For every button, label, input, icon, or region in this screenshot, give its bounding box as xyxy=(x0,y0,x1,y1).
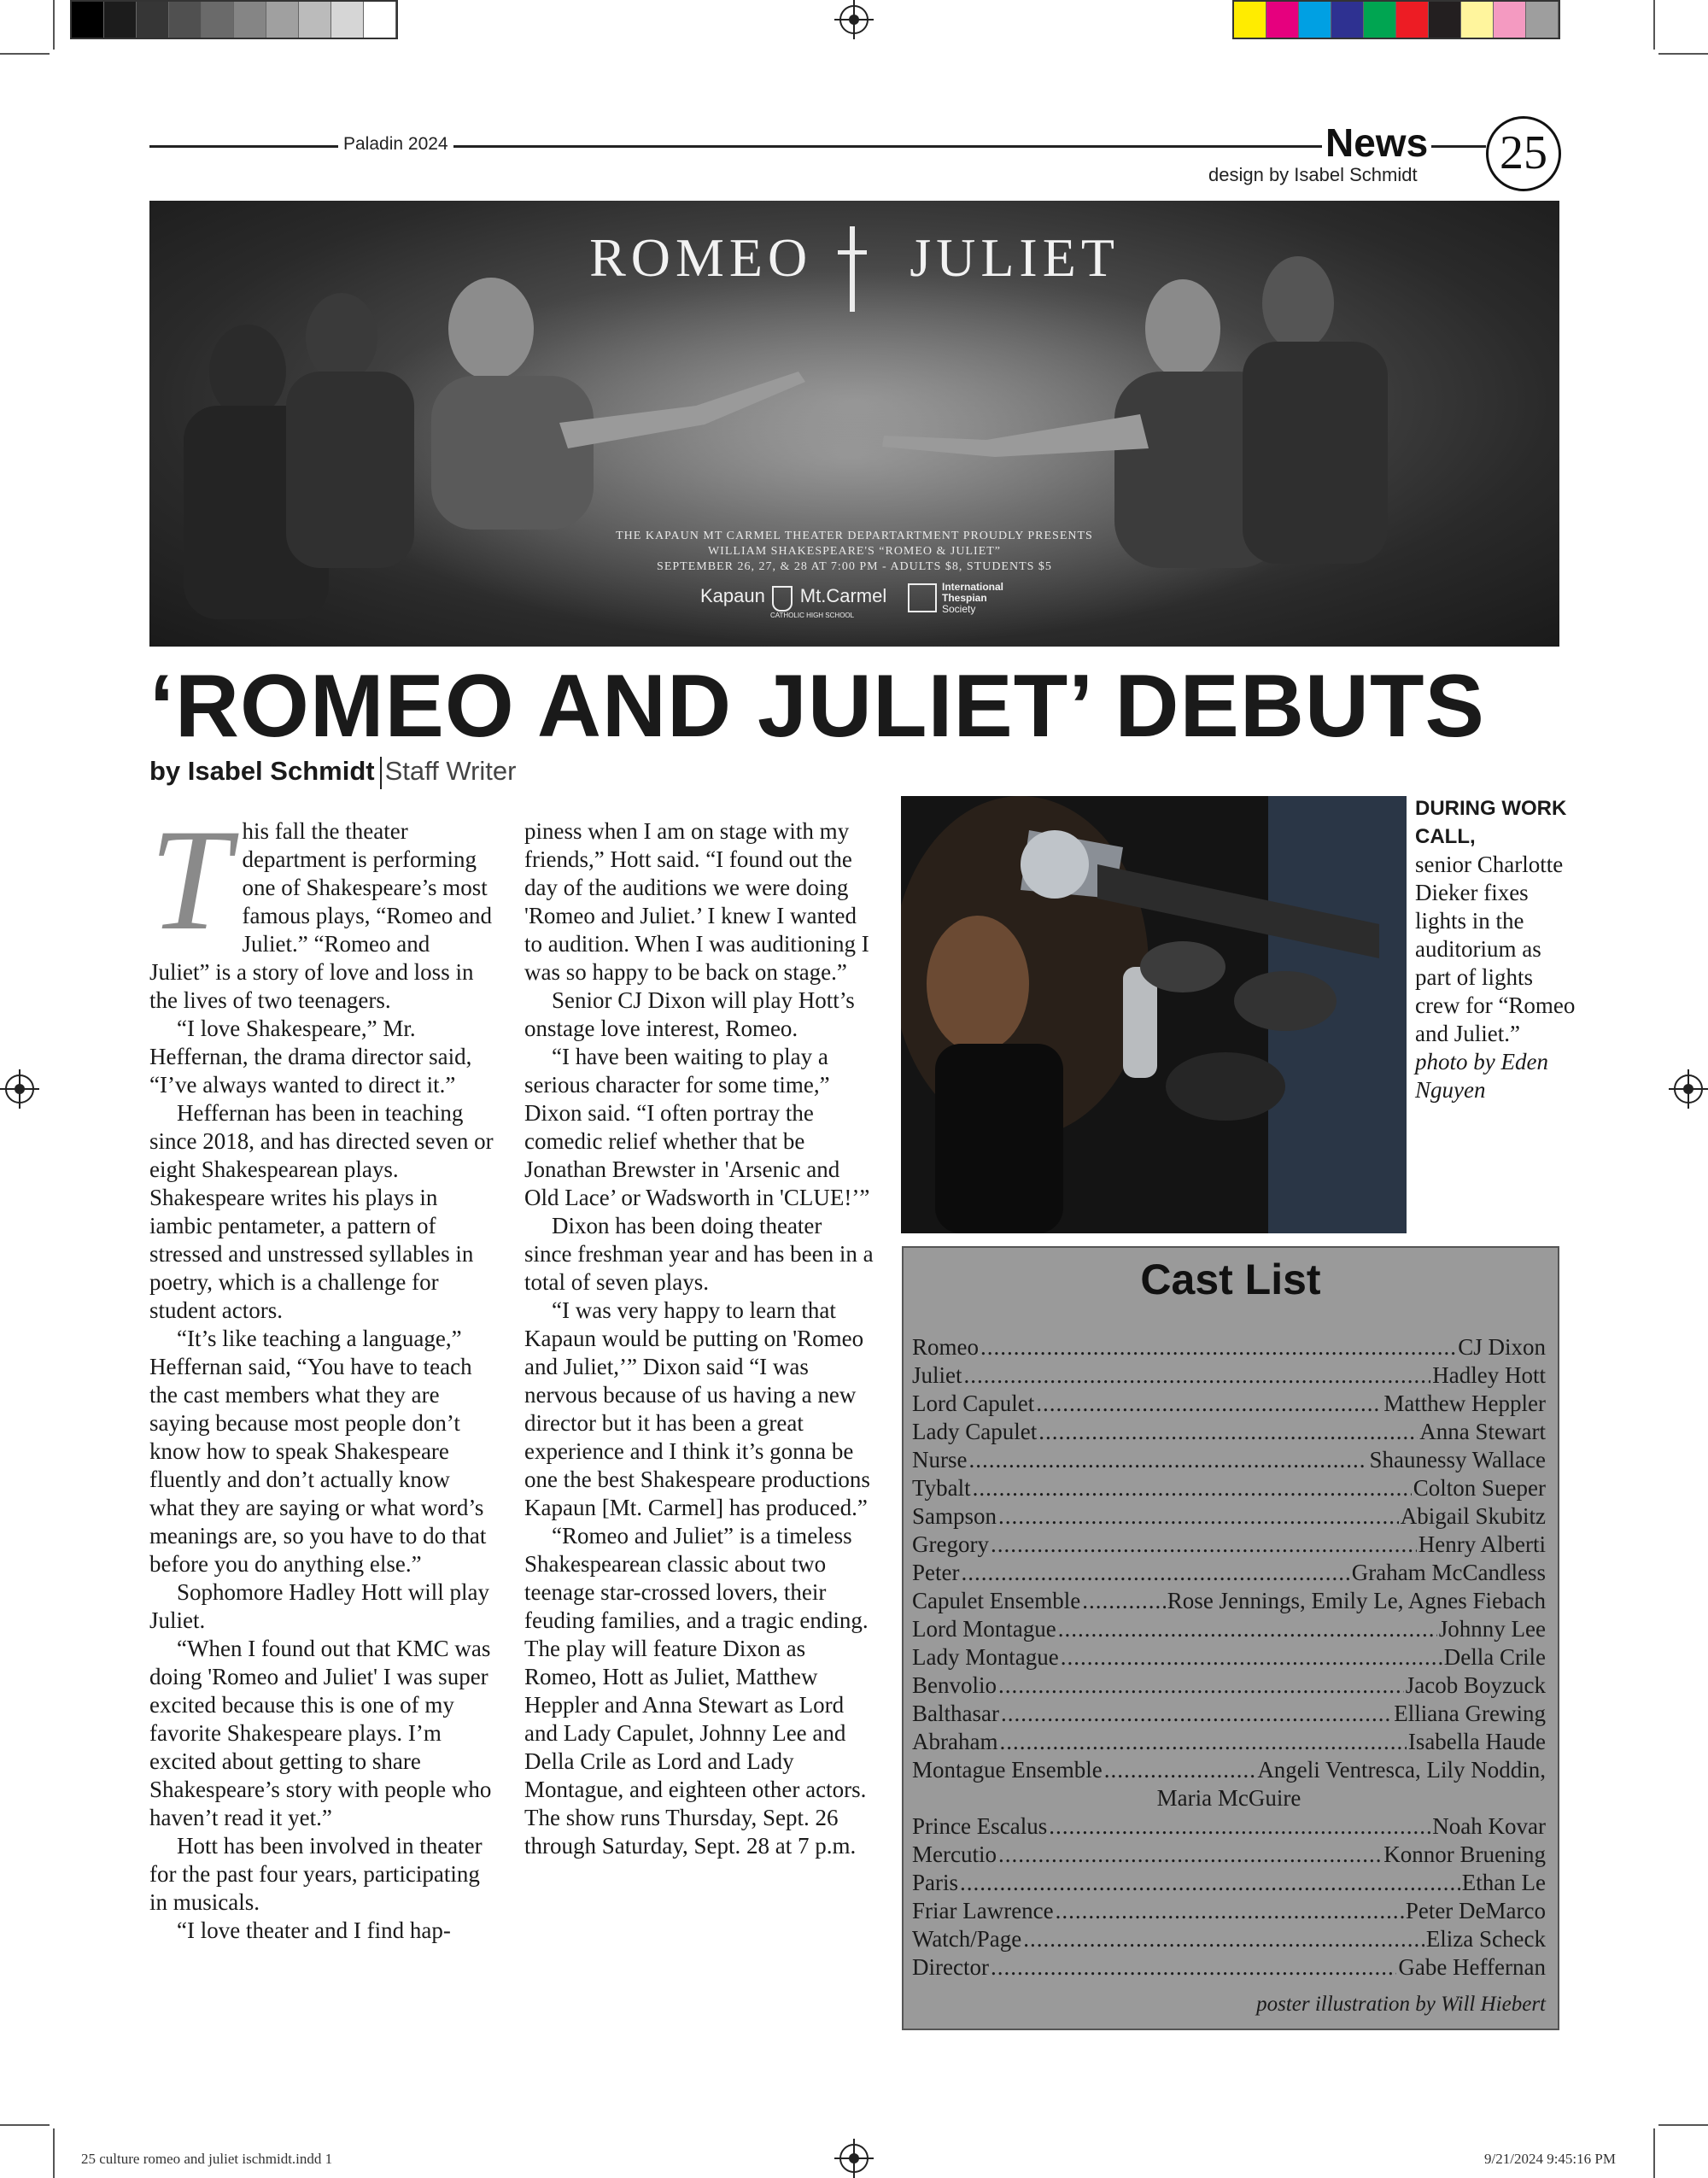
paragraph: Hott has been involved in theater for the past four years, participating in musicals. xyxy=(149,1833,483,1915)
registration-mark-bottom xyxy=(839,2144,869,2173)
cast-row xyxy=(912,1502,1546,1531)
paragraph: “I have been waiting to play a serious character for some time,” Dixon said. “I often portray the comedic relief whether that be Jonathan Brewster in 'Arsenic and Old Lace’ or Wadsworth in 'CLUE!’” xyxy=(524,1044,870,1210)
cast-role: Lord Capulet xyxy=(912,1391,1035,1416)
poster-dates-line: SEPTEMBER 26, 27, & 28 AT 7:00 PM - ADULTS $8, STUDENTS $5 xyxy=(657,560,1052,573)
cast-role: Tybalt xyxy=(912,1475,971,1501)
crop-mark xyxy=(1653,0,1655,50)
cast-role: Lady Montague xyxy=(912,1644,1059,1670)
cast-row xyxy=(912,1333,1546,1361)
cast-role: Lady Capulet xyxy=(912,1419,1038,1444)
cast-actor: Peter DeMarco xyxy=(1405,1898,1546,1923)
registration-mark-right xyxy=(1674,1074,1703,1104)
shield-icon xyxy=(772,586,793,612)
registration-mark-top xyxy=(839,5,869,34)
drop-cap: T xyxy=(149,799,231,960)
gray-swatch xyxy=(364,2,396,38)
gray-swatch xyxy=(104,2,137,38)
paragraph: “When I found out that KMC was doing 'Romeo and Juliet' I was super excited because this is one of my favorite Shakespeare plays. I’m excited about getting to share Shakespeare’s story with people who haven’t read it yet.” xyxy=(149,1636,492,1830)
dot-leader xyxy=(1023,1925,1424,1953)
author-role: Staff Writer xyxy=(384,756,517,786)
dot-leader xyxy=(1049,1812,1430,1841)
photo-illustration xyxy=(901,796,1407,1233)
cast-row xyxy=(912,1672,1546,1700)
cast-row xyxy=(912,1812,1546,1841)
cast-actor: Eliza Scheck xyxy=(1425,1926,1546,1952)
poster-title xyxy=(149,226,1559,290)
paragraph: “Romeo and Juliet” is a timeless Shakespearean classic about two teenage star-crossed lovers, their feuding families, and a tragic ending. The play will feature Dixon as Romeo, Hott as Juliet, Matthew Heppler and Anna Stewart as Lord and Lady Capulet, Johnny Lee and Della Crile as Lord and Lady Montague, and eighteen other actors. The show runs Thursday, Sept. 26 through Saturday, Sept. 28 at 7 p.m. xyxy=(524,1523,869,1859)
page-number: 25 xyxy=(1486,116,1561,191)
cast-role: Sampson xyxy=(912,1503,997,1529)
dot-leader xyxy=(960,1869,1460,1897)
color-swatch xyxy=(1266,2,1299,38)
file-slug: 25 culture romeo and juliet ischmidt.indd 1 xyxy=(81,2151,333,2167)
cast-role: Romeo xyxy=(912,1334,979,1360)
color-swatch xyxy=(1526,2,1559,38)
cast-row xyxy=(912,1531,1546,1559)
color-calibration-bar xyxy=(1232,0,1560,39)
cast-actor: Matthew Heppler xyxy=(1383,1391,1546,1416)
cast-actor: Johnny Lee xyxy=(1438,1616,1546,1642)
gray-swatch xyxy=(266,2,299,38)
thespian-masks-icon xyxy=(908,583,937,612)
cast-role: Paris xyxy=(912,1870,958,1895)
dot-leader xyxy=(1061,1643,1442,1672)
cast-row xyxy=(912,1728,1546,1756)
cast-actor: Ethan Le xyxy=(1461,1870,1546,1895)
thespian-logo-line1: International xyxy=(942,581,1004,593)
paragraph: Senior CJ Dixon will play Hott’s onstage love interest, Romeo. xyxy=(524,987,855,1041)
cast-row xyxy=(912,1953,1546,1982)
cast-row xyxy=(912,1615,1546,1643)
cast-actor: CJ Dixon xyxy=(1458,1334,1546,1360)
header-rule-right xyxy=(1443,145,1486,148)
gray-swatch xyxy=(169,2,202,38)
cast-actor: Rose Jennings, Emily Le, Agnes Fiebach xyxy=(1167,1588,1546,1613)
dot-leader xyxy=(964,1361,1431,1390)
caption-text: senior Charlotte Dieker fixes lights in the auditorium as part of lights crew for “Romeo and Juliet.” xyxy=(1415,852,1576,1046)
caption-lead: DURING WORK CALL, xyxy=(1415,797,1567,848)
cast-actor: Elliana Grewing xyxy=(1394,1701,1546,1726)
cast-role: Director xyxy=(912,1954,989,1980)
color-swatch xyxy=(1396,2,1429,38)
color-swatch xyxy=(1429,2,1461,38)
cast-actor: Jacob Boyzuck xyxy=(1405,1672,1546,1698)
gray-swatch xyxy=(234,2,266,38)
dot-leader xyxy=(1104,1756,1256,1784)
cast-actor: Anna Stewart xyxy=(1419,1419,1546,1444)
byline xyxy=(149,756,516,789)
gray-swatch xyxy=(72,2,104,38)
crop-mark xyxy=(1653,2128,1655,2178)
poster-presents-line: THE KAPAUN MT CARMEL THEATER DEPARTARTMENT PROUDLY PRESENTS xyxy=(616,530,1093,542)
cast-actor: Isabella Haude xyxy=(1407,1729,1546,1754)
cast-row xyxy=(912,1643,1546,1672)
section-label: News xyxy=(1322,120,1431,166)
dot-leader xyxy=(998,1502,1399,1531)
poster-image xyxy=(149,201,1559,647)
cast-actor: Colton Sueper xyxy=(1413,1475,1546,1501)
cast-row xyxy=(912,1587,1546,1615)
print-timestamp: 9/21/2024 9:45:16 PM xyxy=(1484,2151,1616,2167)
cast-actor: Noah Kovar xyxy=(1432,1813,1546,1839)
cast-row xyxy=(912,1925,1546,1953)
cast-actor: Gabe Heffernan xyxy=(1398,1954,1546,1980)
cast-role: Lord Montague xyxy=(912,1616,1056,1642)
cast-role: Mercutio xyxy=(912,1841,997,1867)
color-swatch xyxy=(1299,2,1331,38)
kapaun-logo-text: Kapaun xyxy=(700,585,765,606)
color-swatch xyxy=(1364,2,1396,38)
kapaun-logo xyxy=(700,585,886,619)
cast-row xyxy=(912,1897,1546,1925)
cast-role: Montague Ensemble xyxy=(912,1757,1103,1783)
cast-row xyxy=(912,1390,1546,1418)
cast-role: Juliet xyxy=(912,1362,962,1388)
lights-crew-photo xyxy=(901,796,1407,1233)
dot-leader xyxy=(998,1841,1382,1869)
thespian-logo xyxy=(942,582,1003,615)
cast-row xyxy=(912,1869,1546,1897)
kapaun-logo-subtitle: CATHOLIC HIGH SCHOOL xyxy=(770,611,855,619)
crop-mark xyxy=(1658,2124,1708,2126)
paragraph: “It’s like teaching a language,” Heffernan said, “You have to teach the cast members what they are saying because most people don’t know how to speak Shakespeare fluently and don’t actually know what they are saying or what word’s meanings are, so you have to do that before you do anything else.” xyxy=(149,1326,487,1577)
dot-leader xyxy=(999,1728,1406,1756)
cast-row xyxy=(912,1756,1546,1784)
color-swatch xyxy=(1461,2,1494,38)
paragraph: his fall the theater department is performing one of Shakespeare’s most famous plays, “Romeo and Juliet.” “Romeo and Juliet” is a story of love and loss in the lives of two teenagers. xyxy=(149,818,492,1013)
dot-leader xyxy=(973,1474,1412,1502)
cast-role: Benvolio xyxy=(912,1672,997,1698)
crop-mark xyxy=(0,53,50,55)
crop-mark xyxy=(53,0,55,50)
article-headline: ‘ROMEO AND JULIET’ DEBUTS xyxy=(149,657,1485,756)
cast-role: Nurse xyxy=(912,1447,968,1472)
cast-list-rows xyxy=(912,1333,1546,1982)
mtcarmel-logo-text: Mt.Carmel xyxy=(799,585,887,606)
cast-actor: Angeli Ventresca, Lily Noddin, xyxy=(1257,1757,1546,1783)
cast-role: Abraham xyxy=(912,1729,998,1754)
cast-row xyxy=(912,1361,1546,1390)
paragraph: Heffernan has been in teaching since 2018, and has directed seven or eight Shakespearean plays. Shakespeare writes his plays in iambic pentameter, a pattern of stressed and unstressed syllables in poetry, which is a challenge for student actors. xyxy=(149,1100,494,1323)
poster-illustration-credit: poster illustration by Will Hiebert xyxy=(1256,1993,1546,2016)
dot-leader xyxy=(968,1446,1367,1474)
poster-title-juliet: JULIET xyxy=(910,227,1120,288)
paragraph: piness when I am on stage with my friends,” Hott said. “I found out the day of the auditions we were doing 'Romeo and Juliet.’ I knew I wanted to audition. When I was auditioning I was so happy to be back on stage.” xyxy=(524,818,869,985)
crop-mark xyxy=(53,2128,55,2178)
cast-actor: Abigail Skubitz xyxy=(1400,1503,1546,1529)
cast-role: Friar Lawrence xyxy=(912,1898,1054,1923)
paragraph: Dixon has been doing theater since freshman year and has been in a total of seven plays. xyxy=(524,1213,874,1295)
paragraph: “I love theater and I find hap- xyxy=(177,1917,451,1943)
cast-role: Peter xyxy=(912,1560,960,1585)
paragraph: Sophomore Hadley Hott will play Juliet. xyxy=(149,1579,489,1633)
color-swatch xyxy=(1234,2,1266,38)
dot-leader xyxy=(1036,1390,1382,1418)
dot-leader xyxy=(961,1559,1349,1587)
gray-swatch xyxy=(331,2,364,38)
article-column-2 xyxy=(524,817,874,1860)
byline-divider xyxy=(380,757,382,789)
registration-mark-left xyxy=(5,1074,34,1104)
cast-role: Gregory xyxy=(912,1531,989,1557)
dot-leader xyxy=(1082,1587,1166,1615)
author-name: by Isabel Schmidt xyxy=(149,756,375,786)
cast-actor: Della Crile xyxy=(1443,1644,1546,1670)
cast-row xyxy=(912,1559,1546,1587)
cast-role: Capulet Ensemble xyxy=(912,1588,1081,1613)
cast-row xyxy=(912,1700,1546,1728)
photo-caption xyxy=(1415,794,1577,1104)
cast-actor-continued: Maria McGuire xyxy=(1156,1785,1301,1811)
dot-leader xyxy=(1038,1418,1418,1446)
design-credit: design by Isabel Schmidt xyxy=(1208,164,1418,185)
paragraph: “I was very happy to learn that Kapaun would be putting on 'Romeo and Juliet,’” Dixon said “I was nervous because of us having a new director but it has been a great experience and I think it’s gonna be one the best Shakespeare productions Kapaun [Mt. Carmel] has produced.” xyxy=(524,1297,870,1520)
cast-list-box xyxy=(902,1246,1559,2030)
thespian-logo-line2: Thespian xyxy=(942,592,987,604)
gray-swatch xyxy=(202,2,234,38)
cast-row xyxy=(912,1446,1546,1474)
cast-role: Prince Escalus xyxy=(912,1813,1048,1839)
dot-leader xyxy=(991,1531,1417,1559)
cast-actor: Hadley Hott xyxy=(1432,1362,1546,1388)
dot-leader xyxy=(998,1672,1404,1700)
publication-name: Paladin 2024 xyxy=(338,134,453,155)
cast-list-title: Cast List xyxy=(1140,1256,1321,1303)
color-swatch xyxy=(1494,2,1526,38)
cast-actor: Graham McCandless xyxy=(1351,1560,1546,1585)
grayscale-calibration-bar xyxy=(70,0,398,39)
cast-actor: Shaunessy Wallace xyxy=(1369,1447,1546,1472)
thespian-logo-line3: Society xyxy=(942,603,976,615)
poster-play-line: WILLIAM SHAKESPEARE'S “ROMEO & JULIET” xyxy=(707,545,1002,558)
cast-actor: Konnor Bruening xyxy=(1383,1841,1546,1867)
dot-leader xyxy=(980,1333,1456,1361)
cast-row xyxy=(912,1841,1546,1869)
paragraph: “I love Shakespeare,” Mr. Heffernan, the drama director said, “I’ve always wanted to direct it.” xyxy=(149,1016,472,1098)
gray-swatch xyxy=(299,2,331,38)
photo-credit: photo by Eden Nguyen xyxy=(1415,1049,1548,1103)
color-swatch xyxy=(1331,2,1364,38)
cast-row xyxy=(912,1418,1546,1446)
dot-leader xyxy=(1001,1700,1392,1728)
crop-mark xyxy=(1658,53,1708,55)
gray-swatch xyxy=(137,2,169,38)
dot-leader xyxy=(1056,1897,1404,1925)
article-column-1 xyxy=(149,799,495,1945)
dot-leader xyxy=(1058,1615,1437,1643)
poster-title-romeo: ROMEO xyxy=(589,227,813,288)
cast-role: Watch/Page xyxy=(912,1926,1022,1952)
dot-leader xyxy=(991,1953,1396,1982)
cast-row xyxy=(912,1474,1546,1502)
cast-actor: Henry Alberti xyxy=(1418,1531,1546,1557)
cast-role: Balthasar xyxy=(912,1701,999,1726)
crop-mark xyxy=(0,2124,50,2126)
